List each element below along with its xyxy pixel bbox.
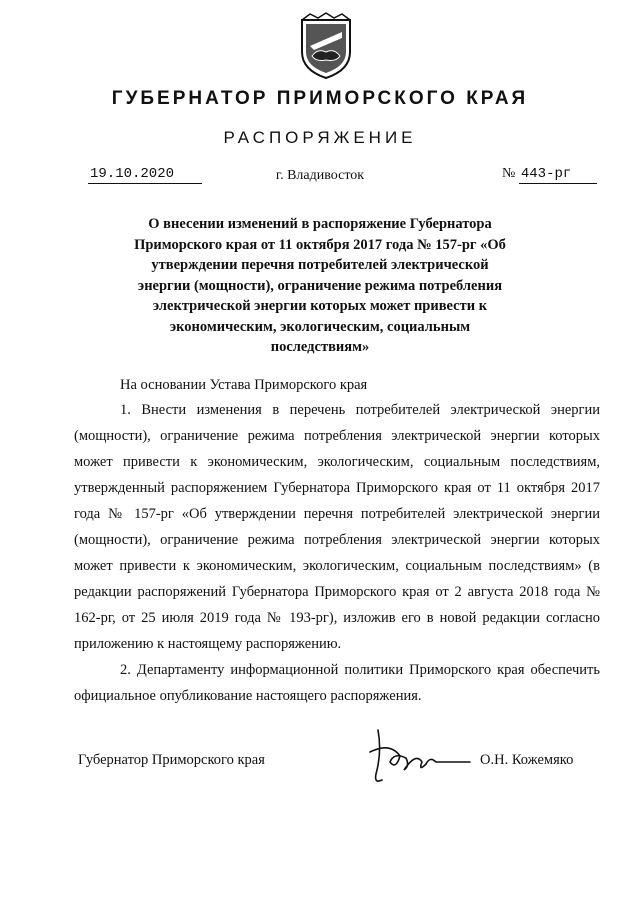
number-prefix: № [502, 166, 516, 181]
document-city: г. Владивосток [275, 168, 365, 183]
paragraph-1: 1. Внести изменения в перечень потребителей электрической энергии (мощности), ограничение режима потребления электрической энергии которых может привести к экономическим, экологическим, социальным последствиям, утвержденный распоряжением Губернатора Приморского края от 11 октября 2017 года № 157-рг «Об утверждении перечня потребителей электрической энергии (мощности), ограничение режима потребления электрической энергии которых может привести к экономическим, экологическим, социальным последствиям» (в редакции распоряжений Губернатора Приморского края от 2 августа 2018 года № 162-рг, от 25 июля 2019 года № 193-рг), изложив его в новой редакции согласно приложению к настоящему распоряжению. [74, 402, 600, 652]
number-value: 443-рг [519, 166, 597, 184]
document-subject: О внесении изменений в распоряжение Губернатора Приморского края от 11 октября 2017 года № 157-рг «Об утверждении перечня потребителей электрической энергии (мощности), ограничение режима потребления электрической энергии которых может привести к экономическим, экологическим, социальным последствиям» [134, 216, 506, 355]
signatory-name: О.Н. Кожемяко [480, 752, 574, 768]
handwritten-signature [360, 722, 480, 792]
document-date: 19.10.2020 [88, 166, 202, 184]
legal-basis: На основании Устава Приморского края [120, 377, 368, 393]
doc-type-title: РАСПОРЯЖЕНИЕ [223, 128, 417, 147]
document-number [502, 166, 597, 182]
signatory-position: Губернатор Приморского края [78, 752, 265, 768]
coat-of-arms-icon [296, 12, 356, 82]
paragraph-2: 2. Департаменту информационной политики Приморского края обеспечить официальное опубликование настоящего распоряжения. [74, 662, 600, 704]
org-title: ГУБЕРНАТОР ПРИМОРСКОГО КРАЯ [111, 88, 529, 109]
